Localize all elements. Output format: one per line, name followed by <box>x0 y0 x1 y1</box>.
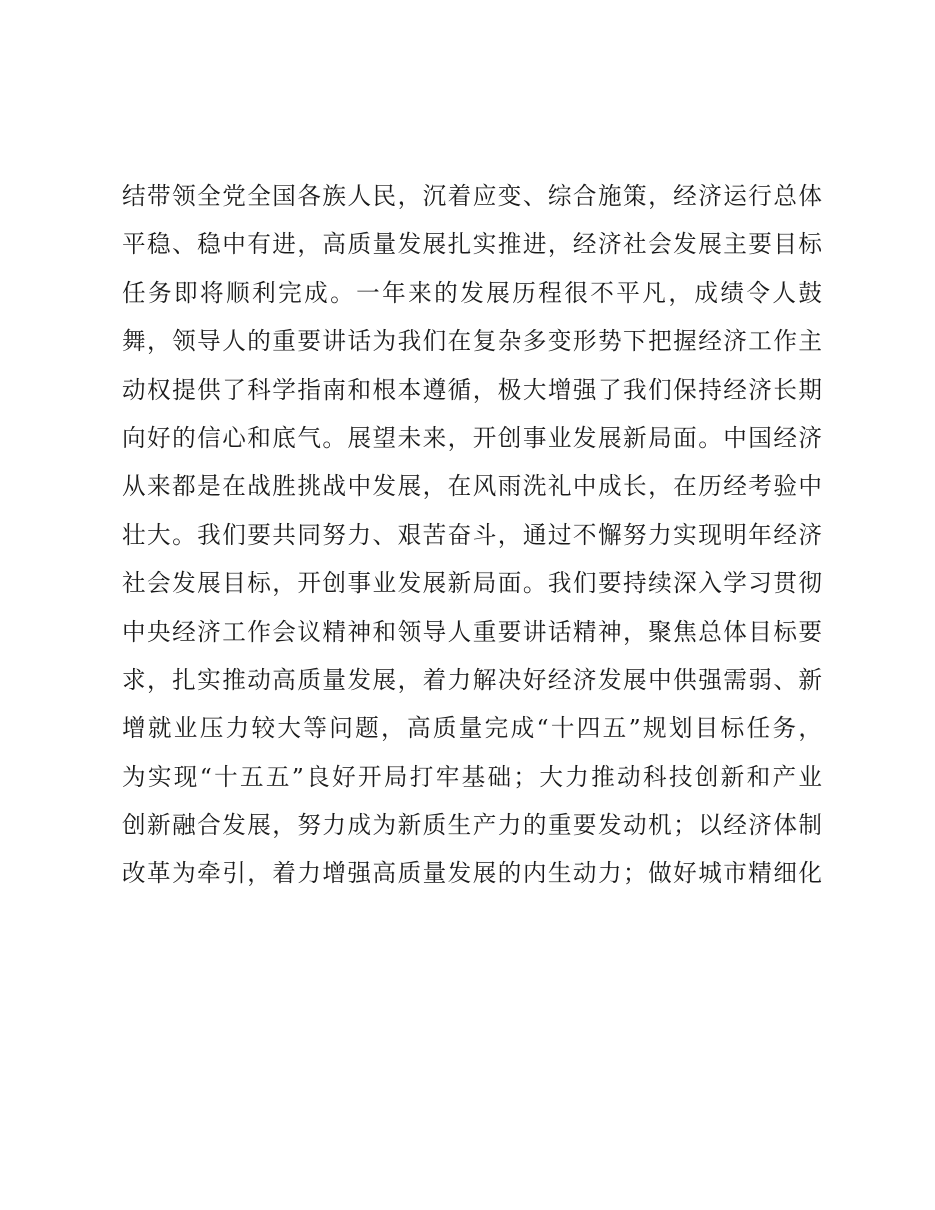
text-line: 中央经济工作会议精神和领导人重要讲话精神，聚焦总体目标要 <box>122 617 822 646</box>
text-line: 向好的信心和底气。展望未来，开创事业发展新局面。中国经济 <box>122 423 822 452</box>
text-line: 求，扎实推动高质量发展，着力解决好经济发展中供强需弱、新 <box>122 665 822 694</box>
text-line: 为实现“十五五”良好开局打牢基础；大力推动科技创新和产业 <box>122 762 822 791</box>
text-line: 创新融合发展，努力成为新质生产力的重要发动机；以经济体制 <box>122 811 822 840</box>
text-line: 增就业压力较大等问题，高质量完成“十四五”规划目标任务， <box>122 714 822 743</box>
text-line: 动权提供了科学指南和根本遵循，极大增强了我们保持经济长期 <box>122 375 822 404</box>
text-line: 平稳、稳中有进，高质量发展扎实推进，经济社会发展主要目标 <box>122 230 822 259</box>
text-line: 舞，领导人的重要讲话为我们在复杂多变形势下把握经济工作主 <box>122 327 822 356</box>
text-line: 从来都是在战胜挑战中发展，在风雨洗礼中成长，在历经考验中 <box>122 472 822 501</box>
text-line: 任务即将顺利完成。一年来的发展历程很不平凡，成绩令人鼓 <box>122 278 822 307</box>
text-line: 壮大。我们要共同努力、艰苦奋斗，通过不懈努力实现明年经济 <box>122 520 822 549</box>
text-line: 结带领全党全国各族人民，沉着应变、综合施策，经济运行总体 <box>122 182 822 210</box>
text-line: 社会发展目标，开创事业发展新局面。我们要持续深入学习贯彻 <box>122 569 822 598</box>
text-line: 改革为牵引，着力增强高质量发展的内生动力；做好城市精细化 <box>122 859 822 888</box>
body-paragraph <box>122 172 822 898</box>
